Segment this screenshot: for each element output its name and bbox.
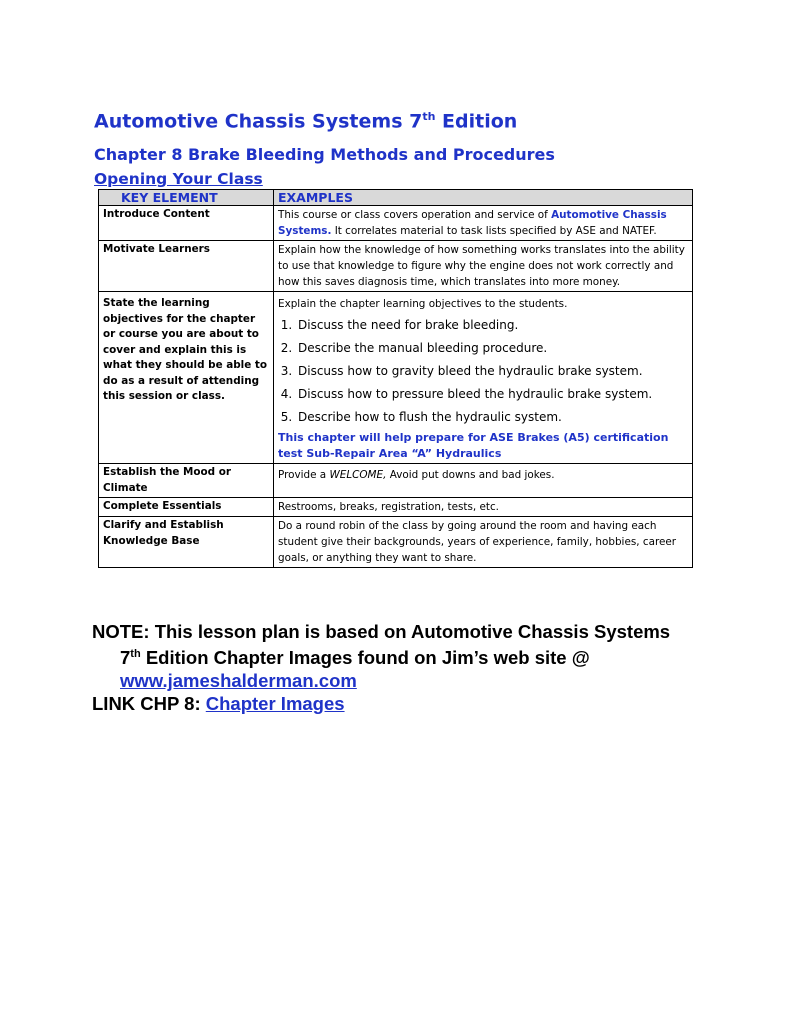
table-row (99, 498, 693, 517)
key-element-cell: State the learning objectives for the chapter or course you are about to cover and explain this is what they should be able to do as a result of attending this session or class. (99, 292, 274, 464)
course-name-link[interactable]: Automotive Chassis Systems. (278, 209, 667, 237)
example-cell: Explain how the knowledge of how something works translates into the ability to use that knowledge to figure why the engine does not work correctly and how this saves diagnosis time, which translates into more money. (274, 241, 693, 292)
title-text: Automotive Chassis Systems 7 (94, 110, 423, 133)
example-text: It correlates material to task lists specified by ASE and NATEF. (331, 225, 657, 237)
objectives-list (278, 314, 688, 429)
example-cell: Do a round robin of the class by going around the room and having each student give their backgrounds, years of experience, family, hobbies, career goals, or anything they want to share. (274, 517, 693, 568)
key-element-cell: Establish the Mood or Climate (99, 464, 274, 498)
objective-item: 4. Discuss how to pressure bleed the hydraulic brake system. (296, 383, 688, 406)
document-title (94, 110, 517, 132)
key-element-cell: Introduce Content (99, 206, 274, 241)
column-header-examples: EXAMPLES (274, 190, 693, 206)
objective-item: 3. Discuss how to gravity bleed the hydraulic brake system. (296, 360, 688, 383)
key-element-cell: Motivate Learners (99, 241, 274, 292)
example-cell: Restrooms, breaks, registration, tests, etc. (274, 498, 693, 517)
note-text: NOTE: This lesson plan is based on Automotive Chassis Systems 7 (92, 621, 671, 669)
note-superscript: th (130, 648, 141, 660)
note-block (92, 620, 692, 715)
website-link[interactable]: www.jameshalderman.com (120, 670, 357, 692)
example-cell (274, 206, 693, 241)
table-row (99, 206, 693, 241)
chapter-link-line (92, 692, 692, 715)
table-header-row (99, 190, 693, 206)
note-paragraph (92, 620, 692, 692)
key-element-cell: Clarify and Establish Knowledge Base (99, 517, 274, 568)
ase-certification-note: This chapter will help prepare for ASE Brakes (A5) certification test Sub-Repair Area “A” Hydraulics (278, 431, 669, 460)
lesson-table (98, 189, 693, 568)
example-text: Provide a (278, 469, 330, 481)
example-cell (274, 292, 693, 464)
table-row (99, 464, 693, 498)
chapter-link-label: LINK CHP 8: (92, 693, 206, 715)
example-text: Avoid put downs and bad jokes. (386, 469, 555, 481)
section-heading: Opening Your Class (94, 170, 263, 188)
table-row (99, 292, 693, 464)
example-text: This course or class covers operation and service of (278, 209, 552, 221)
column-header-key: KEY ELEMENT (99, 190, 274, 206)
title-suffix: Edition (435, 110, 518, 133)
title-superscript: th (422, 110, 436, 123)
welcome-emphasis: WELCOME, (329, 469, 387, 481)
objective-item: 5. Describe how to flush the hydraulic system. (296, 406, 688, 429)
objective-item: 1. Discuss the need for brake bleeding. (296, 314, 688, 337)
note-text: Edition Chapter Images found on Jim’s web site @ (140, 647, 590, 669)
example-cell (274, 464, 693, 498)
objective-item: 2. Describe the manual bleeding procedure. (296, 337, 688, 360)
key-element-cell: Complete Essentials (99, 498, 274, 517)
objectives-intro: Explain the chapter learning objectives to the students. (278, 298, 568, 310)
chapter-images-link[interactable]: Chapter Images (205, 693, 345, 715)
table-row (99, 241, 693, 292)
chapter-heading: Chapter 8 Brake Bleeding Methods and Procedures (94, 145, 555, 164)
table-row (99, 517, 693, 568)
